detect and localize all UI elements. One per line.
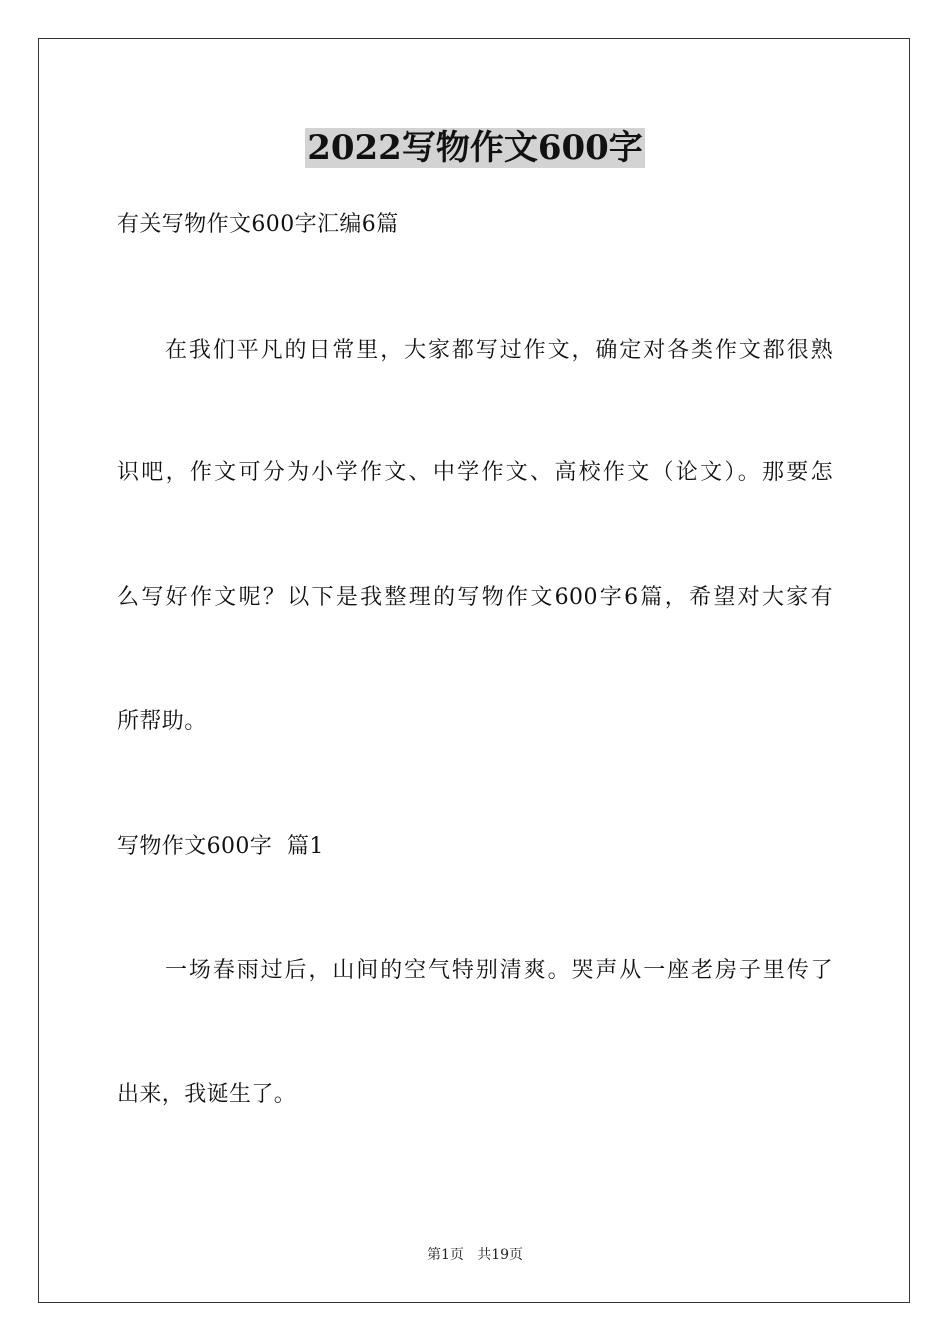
intro-paragraph-line: 么写好作文呢？以下是我整理的写物作文600字6篇，希望对大家有 [117, 585, 833, 610]
section-paragraph-line: 一场春雨过后，山间的空气特别清爽。哭声从一座老房子里传了 [165, 958, 833, 983]
section-heading: 写物作文600字 篇1 [117, 834, 324, 859]
document-subtitle: 有关写物作文600字汇编6篇 [117, 212, 399, 237]
section-paragraph-line: 出来，我诞生了。 [117, 1082, 297, 1107]
intro-paragraph-line: 识吧，作文可分为小学作文、中学作文、高校作文（论文）。那要怎 [117, 460, 833, 485]
intro-paragraph-line: 所帮助。 [117, 709, 207, 734]
intro-paragraph-line: 在我们平凡的日常里，大家都写过作文，确定对各类作文都很熟 [165, 338, 833, 363]
page-footer: 第1页 共19页 [426, 1247, 524, 1263]
document-title-text: 2022写物作文600字 [307, 128, 643, 168]
document-title [0, 128, 950, 168]
